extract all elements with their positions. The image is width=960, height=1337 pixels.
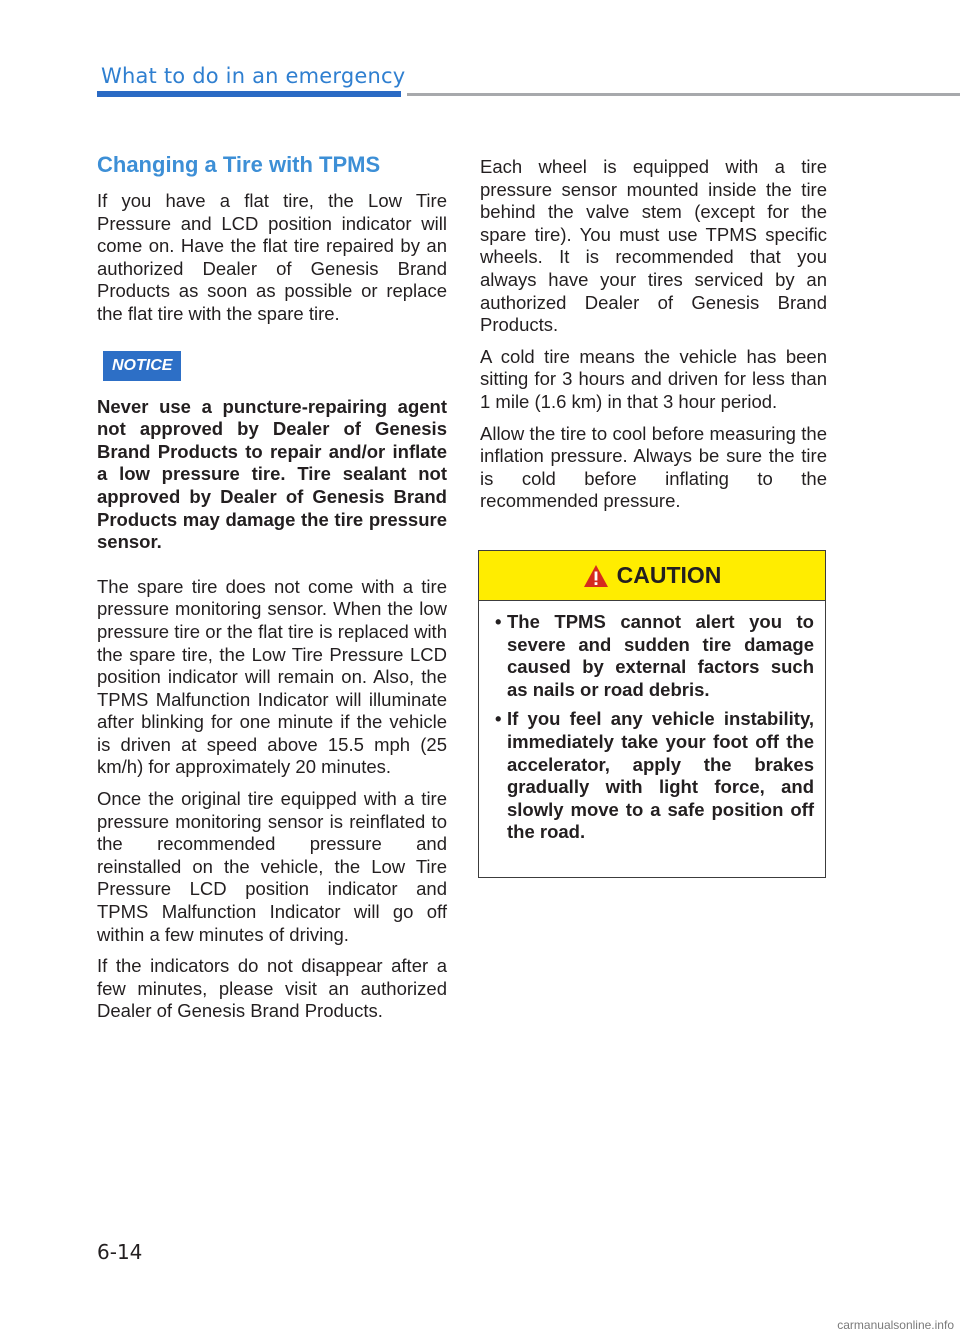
body-paragraph: The spare tire does not come with a tire pressure monitoring sensor. When the low pressure tire or the flat tire is replaced with the spare tire, the Low Tire Pressure LCD position indicator will remain on. Also, the TPMS Malfunction Indicator will illuminate after blinking for one minute if the vehicle is driven at speed above 15.5 mph (25 km/h) for approximately 20 minutes.: [97, 575, 447, 778]
page-title: Changing a Tire with TPMS: [97, 152, 381, 177]
body-paragraph: Once the original tire equipped with a tire pressure monitoring sensor is reinflated to the recommended pressure and reinstalled on the vehicle, the Low Tire Pressure LCD position indicator and TPMS Malfunction Indicator will go off within a few minutes of driving.: [97, 788, 447, 945]
section-header-title: What to do in an emergency: [101, 64, 406, 88]
caution-box: [478, 550, 826, 878]
body-paragraph: A cold tire means the vehicle has been sitting for 3 hours and driven for less than 1 mile (1.6 km) in that 3 hour period.: [480, 345, 827, 412]
watermark: carmanualsonline.info: [837, 1318, 954, 1332]
notice-text: Never use a puncture-repairing agent not approved by Dealer of Genesis Brand Products to repair and/or inflate a low pressure tire. Tire sealant not approved by Dealer of Genesis Brand Products may damage the tire pressure sensor.: [97, 395, 447, 553]
intro-paragraph: If you have a flat tire, the Low Tire Pressure and LCD position indicator will come on. Have the flat tire repaired by an authorized Dealer of Genesis Brand Products as soon as possible or replace the flat tire with the spare tire.: [97, 190, 447, 324]
caution-header: [479, 551, 825, 601]
caution-label: CAUTION: [616, 562, 722, 588]
body-paragraph: If the indicators do not disappear after a few minutes, please visit an authorized Dealer of Genesis Brand Products.: [97, 955, 447, 1022]
caution-item: • If you feel any vehicle instability, immediately take your foot off the accelerator, apply the brakes gradually with light force, and slowly move to a safe position off the road.: [507, 708, 814, 844]
right-column: [480, 156, 827, 522]
warning-triangle-icon: [583, 564, 609, 588]
header-accent-bar: [97, 91, 401, 97]
page-number: 6-14: [97, 1240, 143, 1264]
notice-badge: NOTICE: [103, 351, 181, 381]
caution-list: [479, 601, 825, 844]
body-paragraph: Each wheel is equipped with a tire pressure sensor mounted inside the tire behind the valve stem (except for the spare tire). You must use TPMS specific wheels. It is recommended that you always have your tires serviced by an authorized Dealer of Genesis Brand Products.: [480, 156, 827, 336]
caution-item: • The TPMS cannot alert you to severe and sudden tire damage caused by external factors such as nails or road debris.: [507, 611, 814, 701]
header-rule: [407, 93, 960, 96]
body-paragraph: Allow the tire to cool before measuring the inflation pressure. Always be sure the tire is cold before inflating to the recommended pressure.: [480, 422, 827, 512]
left-column: [97, 152, 447, 1032]
